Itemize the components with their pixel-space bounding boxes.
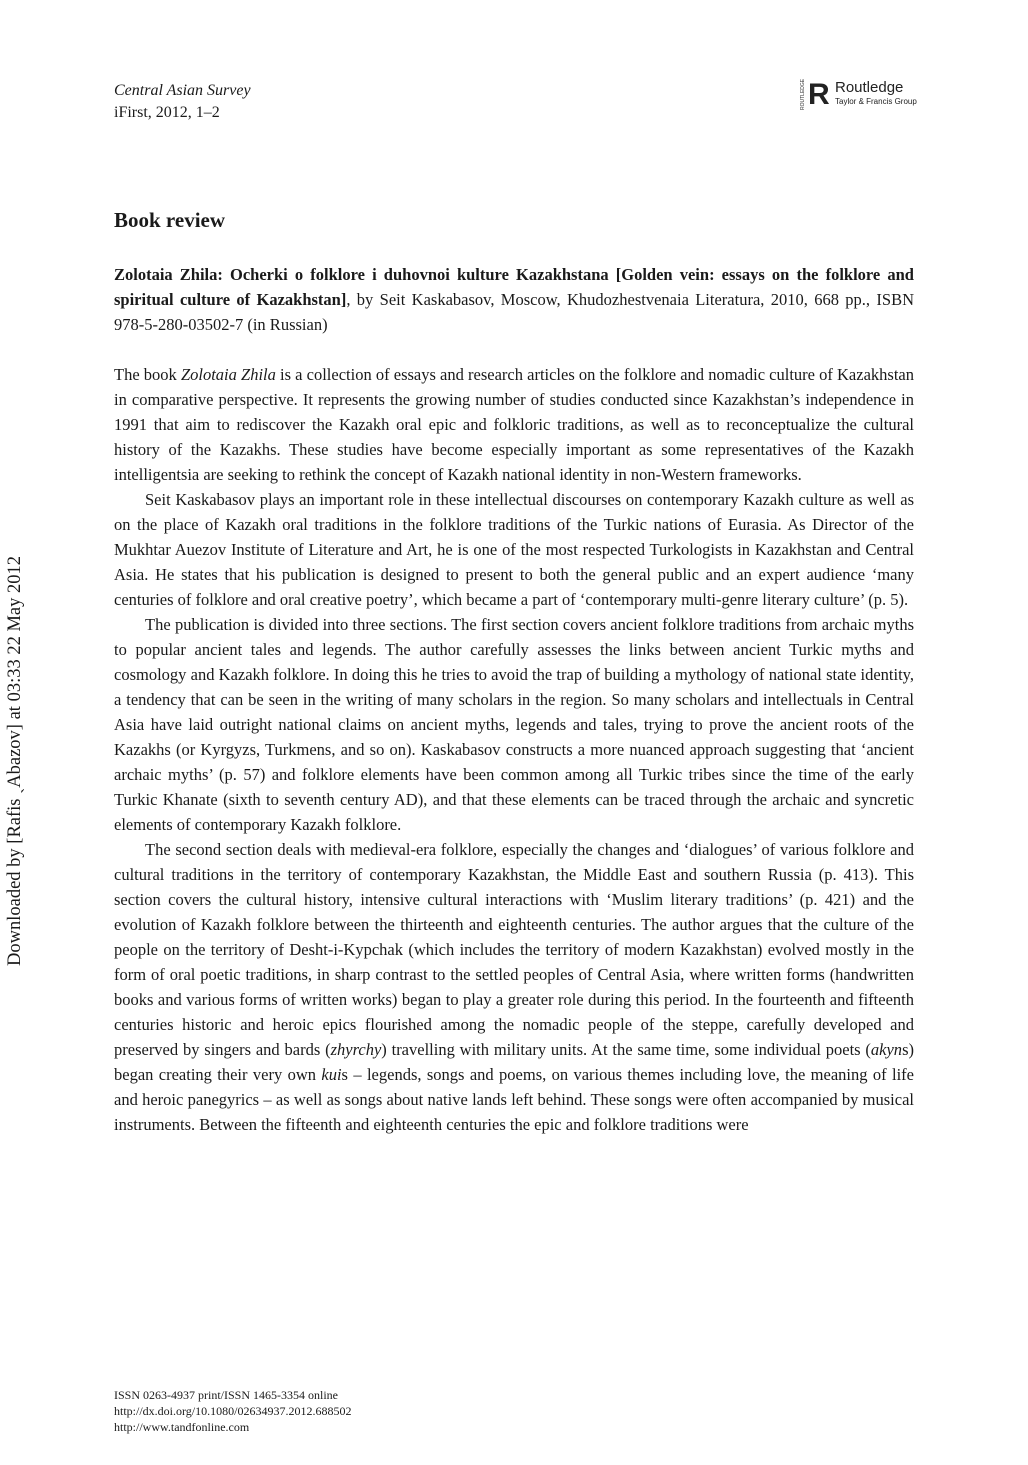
publisher-group: Taylor & Francis Group — [835, 97, 917, 106]
journal-title: Central Asian Survey — [114, 82, 251, 99]
text-run: is a collection of essays and research articles on the folklore and nomadic culture of Kazakhstan in comparative perspective. It represents the growing number of studies conducted since Kazakhstan’s independence in 1991 that aim to rediscover the Kazakh oral epic and folkloric traditions, as well as to reconceptualize the cultural history of the Kazakhs. These studies have become especially important as some representatives of the Kazakh intelligentsia are seeking to rethink the concept of Kazakh national identity in non-Western frameworks. — [114, 365, 914, 484]
issue-info: iFirst, 2012, 1–2 — [114, 104, 220, 121]
issn-line: ISSN 0263-4937 print/ISSN 1465-3354 online — [114, 1388, 339, 1402]
section-title: Book review — [114, 208, 226, 232]
text-run: The book — [114, 365, 181, 384]
book-citation — [114, 262, 914, 337]
publisher-name: Routledge — [835, 79, 904, 96]
italic-title: Zolotaia Zhila — [180, 365, 276, 384]
routledge-logo-icon: R — [808, 78, 830, 111]
italic-term: akyn — [870, 1040, 903, 1059]
paragraph-4 — [114, 837, 914, 1137]
book-title: Zolotaia Zhila: Ocherki o folklore i duhovnoi kulture Kazakhstana [Golden vein: essays on the folklore and spiritual culture of Kazakhstan] — [114, 265, 914, 309]
italic-term: kui — [321, 1065, 342, 1084]
paragraph-1 — [114, 362, 914, 487]
review-body — [114, 362, 914, 1137]
publisher-logo — [800, 80, 917, 110]
paragraph-3: The publication is divided into three sections. The first section covers ancient folklore traditions from archaic myths to popular ancient tales and legends. The author carefully assesses the links between ancient Turkic myths and cosmology and Kazakh folklore. In doing this he tries to avoid the trap of building a mythology of national state identity, a tendency that can be seen in the writing of many scholars in the region. So many scholars and intellectuals in Central Asia have laid outright national claims on ancient myths, legends and tales, trying to prove the ancient roots of the Kazakhs (or Kyrgyzs, Turkmens, and so on). Kaskabasov constructs a more nuanced approach suggesting that ‘ancient archaic myths’ (p. 57) and folklore elements have been common among all Turkic tribes since the time of the early Turkic Khanate (sixth to seventh century AD), and that these elements can be traced through the archaic and syncretic elements of contemporary Kazakh folklore. — [114, 615, 914, 834]
publisher-vertical-text: ROUTLEDGE — [800, 78, 806, 110]
download-watermark: Downloaded by [Rafis ˎAbazov] at 03:33 22 May 2012 — [5, 556, 25, 966]
text-run: The second section deals with medieval-era folklore, especially the changes and ‘dialogues’ of various folklore and cultural traditions in the territory of contemporary Kazakhstan, the Middle East and southern Russia (p. 413). This section covers the cultural history, intensive cultural interactions with ‘Muslim literary traditions’ (p. 421) and the evolution of Kazakh folklore between the thirteenth and eighteenth centuries. The author argues that the culture of the people on the territory of Desht-i-Kypchak (which includes the territory of modern Kazakhstan) evolved mostly in the form of oral poetic traditions, in sharp contrast to the settled peoples of Central Asia, where written forms (handwritten books and various forms of written works) began to play a greater role during this period. In the fourteenth and fifteenth centuries historic and heroic epics flourished among the nomadic people of the steppe, carefully developed and preserved by singers and bards ( — [114, 840, 914, 1059]
text-run: ) travelling with military units. At the same time, some individual poets ( — [381, 1040, 871, 1059]
text-run: s) began creating their very own — [114, 1040, 914, 1084]
journal-header — [114, 80, 251, 124]
text-run: s – legends, songs and poems, on various themes including love, the meaning of life and heroic panegyrics – as well as songs about native lands left behind. These songs were often accompanied by musical instruments. Between the fifteenth and eighteenth centuries the epic and folklore traditions were — [114, 1065, 914, 1134]
doi-link[interactable]: http://dx.doi.org/10.1080/02634937.2012.688502 — [114, 1404, 352, 1418]
italic-term: zhyrchy — [330, 1040, 382, 1059]
paragraph-2: Seit Kaskabasov plays an important role in these intellectual discourses on contemporary Kazakh culture as well as on the place of Kazakh oral traditions in the folklore traditions of the Turkic nations of Eurasia. As Director of the Mukhtar Auezov Institute of Literature and Art, he is one of the most respected Turkologists in Kazakhstan and Central Asia. He states that his publication is designed to present to both the general public and an expert audience ‘many centuries of folklore and oral creative poetry’, which became a part of ‘contemporary multi-genre literary culture’ (p. 5). — [114, 490, 914, 609]
footer — [114, 1387, 351, 1435]
website-link[interactable]: http://www.tandfonline.com — [114, 1420, 250, 1434]
book-details: , by Seit Kaskabasov, Moscow, Khudozhestvenaia Literatura, 2010, 668 pp., ISBN 978-5-280-03502-7 (in Russian) — [114, 290, 914, 334]
